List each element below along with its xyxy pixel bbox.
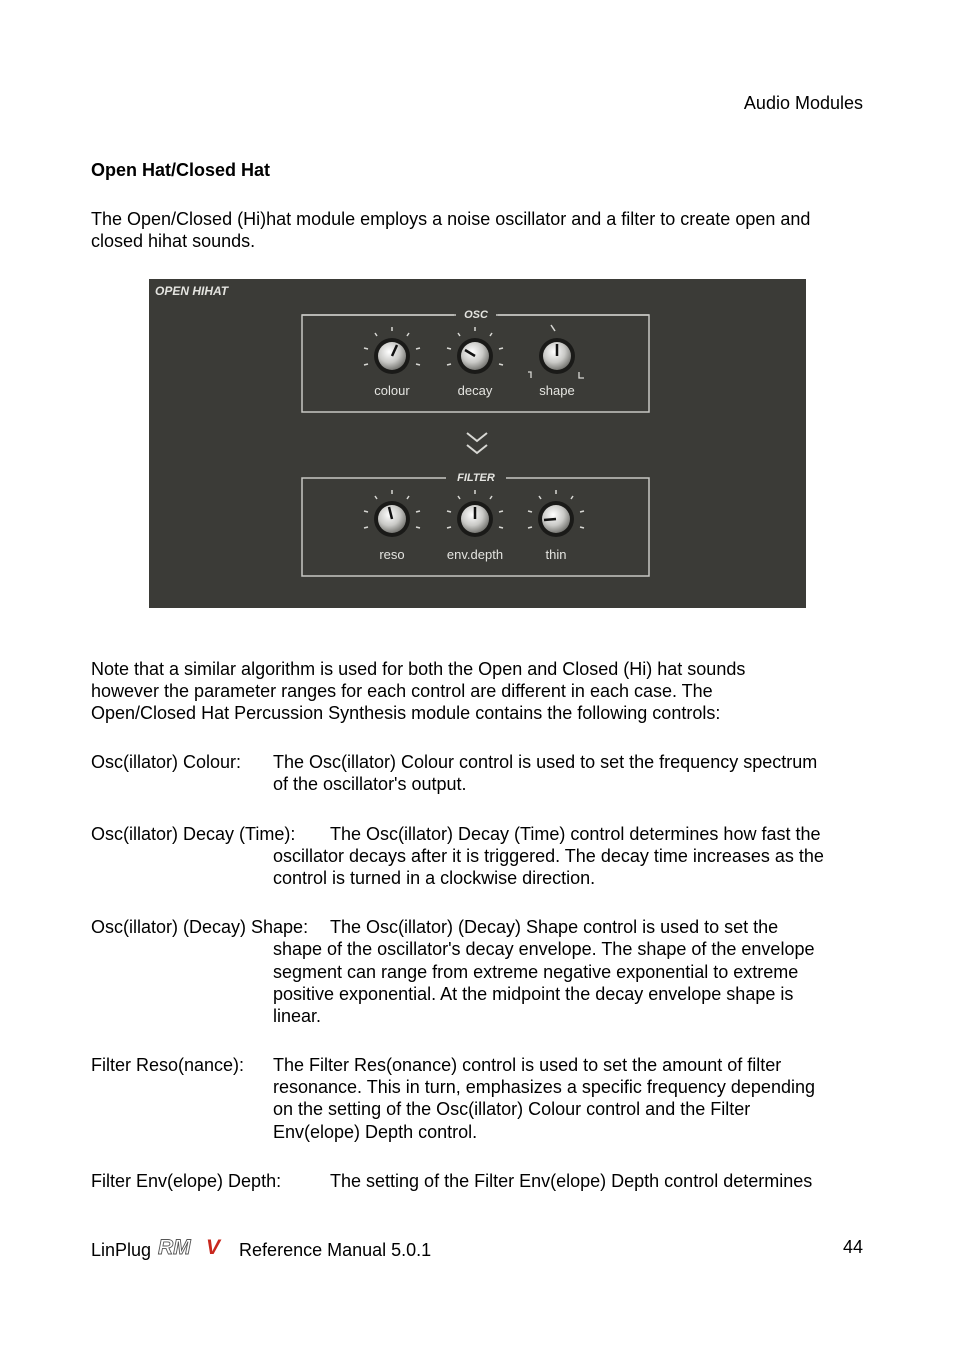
shape-knob[interactable] [528,325,584,378]
footer-brand: LinPlug [91,1239,152,1260]
env-depth-knob-label: env.depth [446,547,504,562]
decay-knob-label: decay [457,383,493,398]
note-line: Open/Closed Hat Percussion Synthesis module contains the following controls: [91,703,721,723]
rmv-logo [156,1236,232,1263]
definition-text: positive exponential. At the midpoint the decay envelope shape is [273,984,794,1004]
open-hihat-panel [149,279,806,608]
thin-knob[interactable] [528,490,584,537]
osc-section-label: OSC [464,309,488,321]
definition-text: Env(elope) Depth control. [273,1122,478,1142]
definition-text: segment can range from extreme negative exponential to extreme [273,962,799,982]
definition-text: The setting of the Filter Env(elope) Depth control determines [330,1171,813,1191]
intro-line: closed hihat sounds. [91,231,256,251]
definition-term: Filter Env(elope) Depth: [91,1171,282,1191]
intro-line: The Open/Closed (Hi)hat module employs a noise oscillator and a filter to create open and [91,209,811,229]
panel-title: OPEN HIHAT [155,284,229,298]
note-line: however the parameter ranges for each control are different in each case. The [91,681,713,701]
definition-text: of the oscillator's output. [273,774,467,794]
definition-text: linear. [273,1006,322,1026]
colour-knob[interactable] [364,327,420,374]
definition-term: Osc(illator) Decay (Time): [91,824,296,844]
rmv-logo-v: V [206,1236,221,1258]
definition-term: Osc(illator) Colour: [91,752,242,772]
decay-knob[interactable] [447,327,503,374]
section-heading: Open Hat/Closed Hat [91,160,271,180]
footer-manual: Reference Manual 5.0.1 [239,1239,432,1260]
rmv-logo-text: RM [158,1236,191,1258]
thin-knob-label: thin [545,547,567,562]
definition-text: The Filter Res(onance) control is used to set the amount of filter [273,1055,782,1075]
filter-section-label: FILTER [457,472,495,484]
panel-graphic [149,279,806,608]
definition-text: The Osc(illator) (Decay) Shape control is used to set the [330,917,779,937]
page-number: 44 [842,1237,863,1257]
definition-text: The Osc(illator) Decay (Time) control determines how fast the [330,824,821,844]
colour-knob-label: colour [374,383,410,398]
running-header: Audio Modules [743,93,863,113]
footer-left [91,1236,431,1263]
definition-text: resonance. This in turn, emphasizes a specific frequency depending [273,1077,815,1097]
reso-knob-label: reso [379,547,405,562]
note-line: Note that a similar algorithm is used for both the Open and Closed (Hi) hat sounds [91,659,746,679]
definition-text: shape of the oscillator's decay envelope. The shape of the envelope [273,939,815,959]
definition-text: oscillator decays after it is triggered. The decay time increases as the [273,846,824,866]
definition-text: The Osc(illator) Colour control is used to set the frequency spectrum [273,752,818,772]
definition-text: control is turned in a clockwise direction. [273,868,596,888]
definition-text: on the setting of the Osc(illator) Colour control and the Filter [273,1099,751,1119]
definition-term: Osc(illator) (Decay) Shape: [91,917,309,937]
shape-knob-label: shape [539,383,575,398]
rmv-logo-graphic [156,1236,232,1258]
chevron-down-icon [467,433,487,453]
env-depth-knob[interactable] [447,490,503,537]
reso-knob[interactable] [364,490,420,537]
definition-term: Filter Reso(nance): [91,1055,245,1075]
